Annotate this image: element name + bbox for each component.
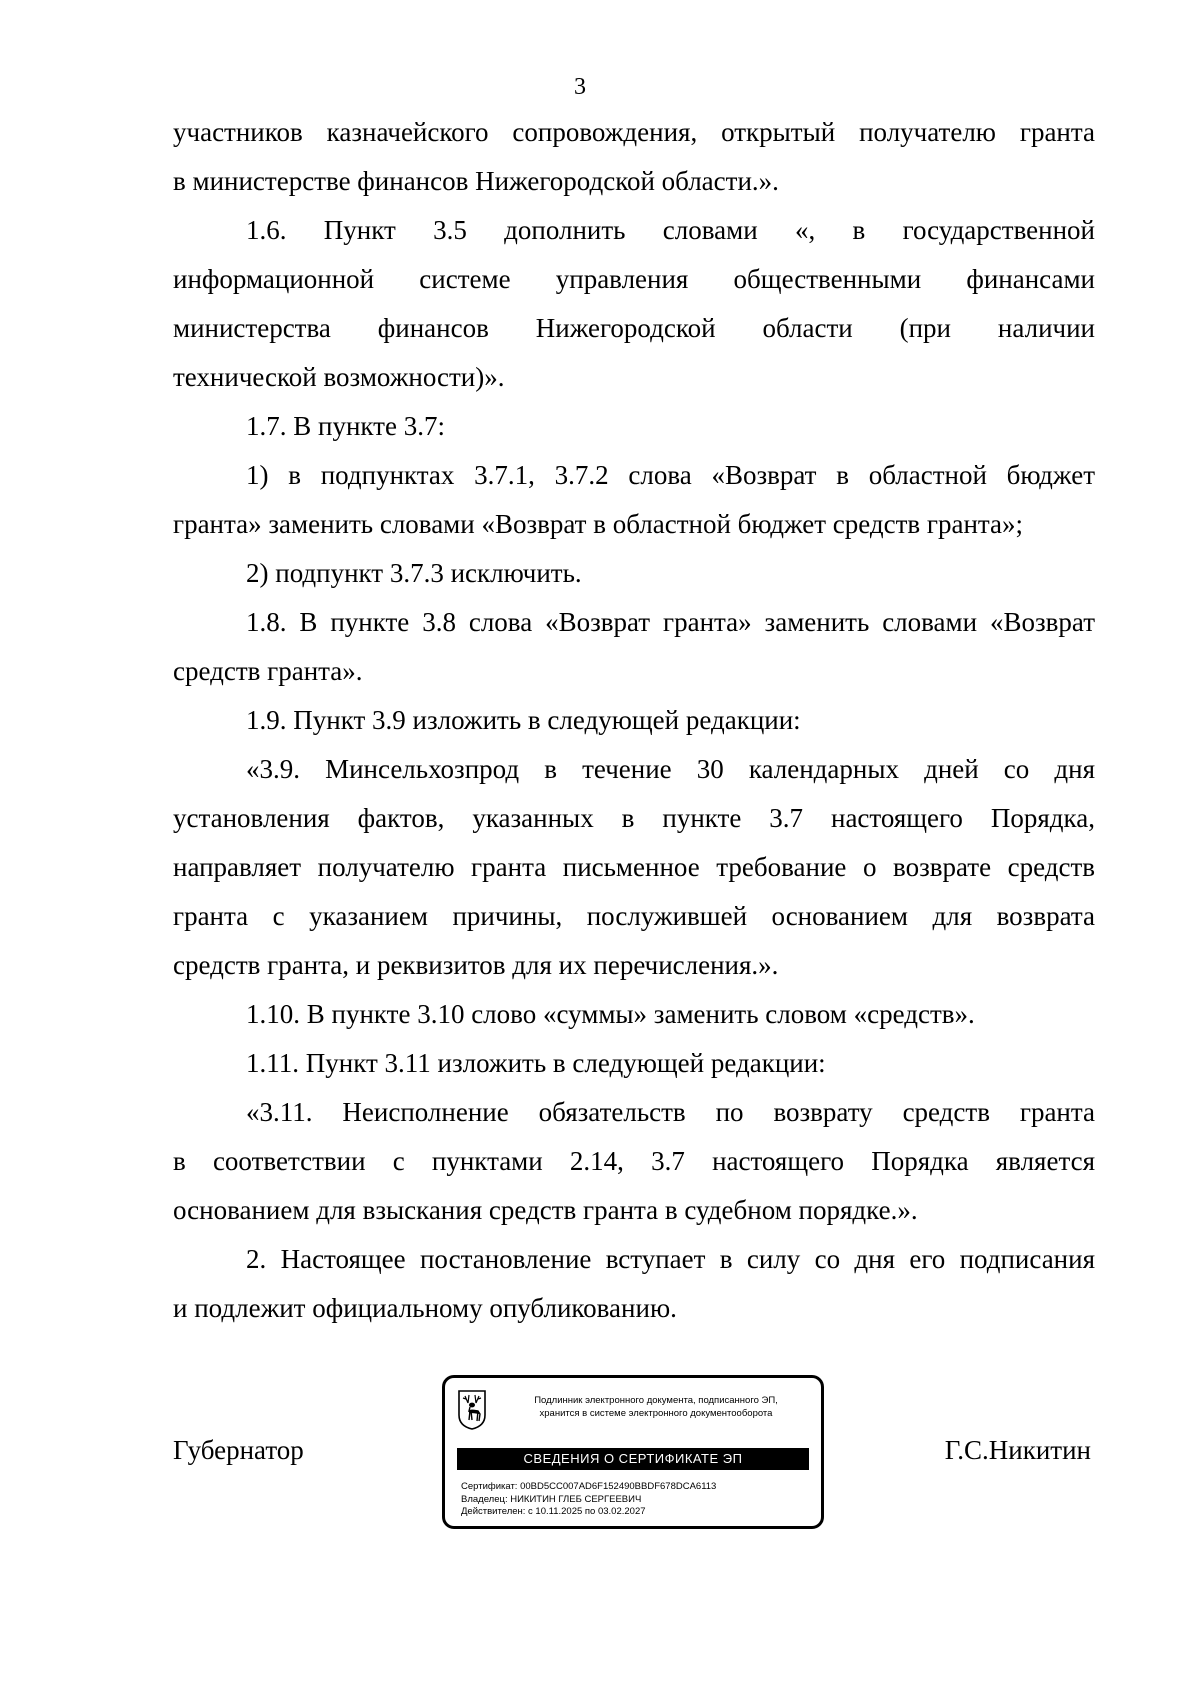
signer-position: Губернатор xyxy=(173,1435,304,1465)
electronic-signature-stamp xyxy=(442,1375,824,1529)
paragraph xyxy=(173,990,1095,1039)
text-line: 1) в подпунктах 3.7.1, 3.7.2 слова «Возврат в областной бюджет xyxy=(246,460,1095,490)
text-line: гранта» заменить словами «Возврат в областной бюджет средств гранта»; xyxy=(173,509,1024,539)
text-line: установления фактов, указанных в пункте 3.7 настоящего Порядка, xyxy=(173,803,1095,833)
text-line: «3.9. Минсельхозпрод в течение 30 календарных дней со дня xyxy=(246,754,1095,784)
paragraph xyxy=(173,1088,1095,1235)
nizhny-novgorod-deer-emblem-icon xyxy=(457,1390,487,1430)
text-line: и подлежит официальному опубликованию. xyxy=(173,1293,677,1323)
text-line: 1.10. В пункте 3.10 слово «суммы» заменить словом «средств». xyxy=(246,999,975,1029)
stamp-header-line: Подлинник электронного документа, подписанного ЭП, xyxy=(534,1395,778,1406)
text-line: основанием для взыскания средств гранта в судебном порядке.». xyxy=(173,1195,918,1225)
text-line: 1.9. Пункт 3.9 изложить в следующей редакции: xyxy=(246,705,801,735)
stamp-title: СВЕДЕНИЯ О СЕРТИФИКАТЕ ЭП xyxy=(457,1448,809,1470)
stamp-validity: Действителен: с 10.11.2025 по 03.02.2027 xyxy=(461,1506,646,1517)
text-line: в соответствии с пунктами 2.14, 3.7 настоящего Порядка является xyxy=(173,1146,1095,1176)
paragraph xyxy=(173,402,1095,451)
text-line: участников казначейского сопровождения, открытый получателю гранта xyxy=(173,117,1095,147)
stamp-details xyxy=(461,1481,811,1519)
paragraph xyxy=(173,1235,1095,1333)
paragraph xyxy=(173,1039,1095,1088)
document-body xyxy=(173,108,1095,1333)
text-line: средств гранта, и реквизитов для их перечисления.». xyxy=(173,950,779,980)
text-line: министерства финансов Нижегородской области (при наличии xyxy=(173,313,1095,343)
text-line: технической возможности)». xyxy=(173,362,505,392)
paragraph xyxy=(173,549,1095,598)
text-line: 2) подпункт 3.7.3 исключить. xyxy=(246,558,582,588)
text-line: гранта с указанием причины, послужившей основанием для возврата xyxy=(173,901,1095,931)
paragraph xyxy=(173,206,1095,402)
signer-name: Г.С.Никитин xyxy=(944,1435,1091,1465)
stamp-header xyxy=(503,1394,809,1420)
stamp-certificate: Сертификат: 00BD5CC007AD6F152490BBDF678DCA6113 xyxy=(461,1481,717,1492)
text-line: в министерстве финансов Нижегородской области.». xyxy=(173,166,779,196)
text-line: «3.11. Неисполнение обязательств по возврату средств гранта xyxy=(246,1097,1095,1127)
paragraph xyxy=(173,598,1095,696)
text-line: 2. Настоящее постановление вступает в силу со дня его подписания xyxy=(246,1244,1095,1274)
text-line: информационной системе управления общественными финансами xyxy=(173,264,1095,294)
text-line: средств гранта». xyxy=(173,656,363,686)
text-line: 1.7. В пункте 3.7: xyxy=(246,411,445,441)
paragraph xyxy=(173,745,1095,990)
page-number: 3 xyxy=(574,74,586,100)
stamp-owner: Владелец: НИКИТИН ГЛЕБ СЕРГЕЕВИЧ xyxy=(461,1493,642,1505)
paragraph xyxy=(173,451,1095,549)
paragraph xyxy=(173,108,1095,206)
text-line: 1.11. Пункт 3.11 изложить в следующей редакции: xyxy=(246,1048,826,1078)
stamp-header-line: хранится в системе электронного документооборота xyxy=(539,1408,773,1419)
paragraph xyxy=(173,696,1095,745)
text-line: направляет получателю гранта письменное требование о возврате средств xyxy=(173,852,1095,882)
text-line: 1.8. В пункте 3.8 слова «Возврат гранта» заменить словами «Возврат xyxy=(246,607,1095,637)
text-line: 1.6. Пункт 3.5 дополнить словами «, в государственной xyxy=(246,215,1095,245)
